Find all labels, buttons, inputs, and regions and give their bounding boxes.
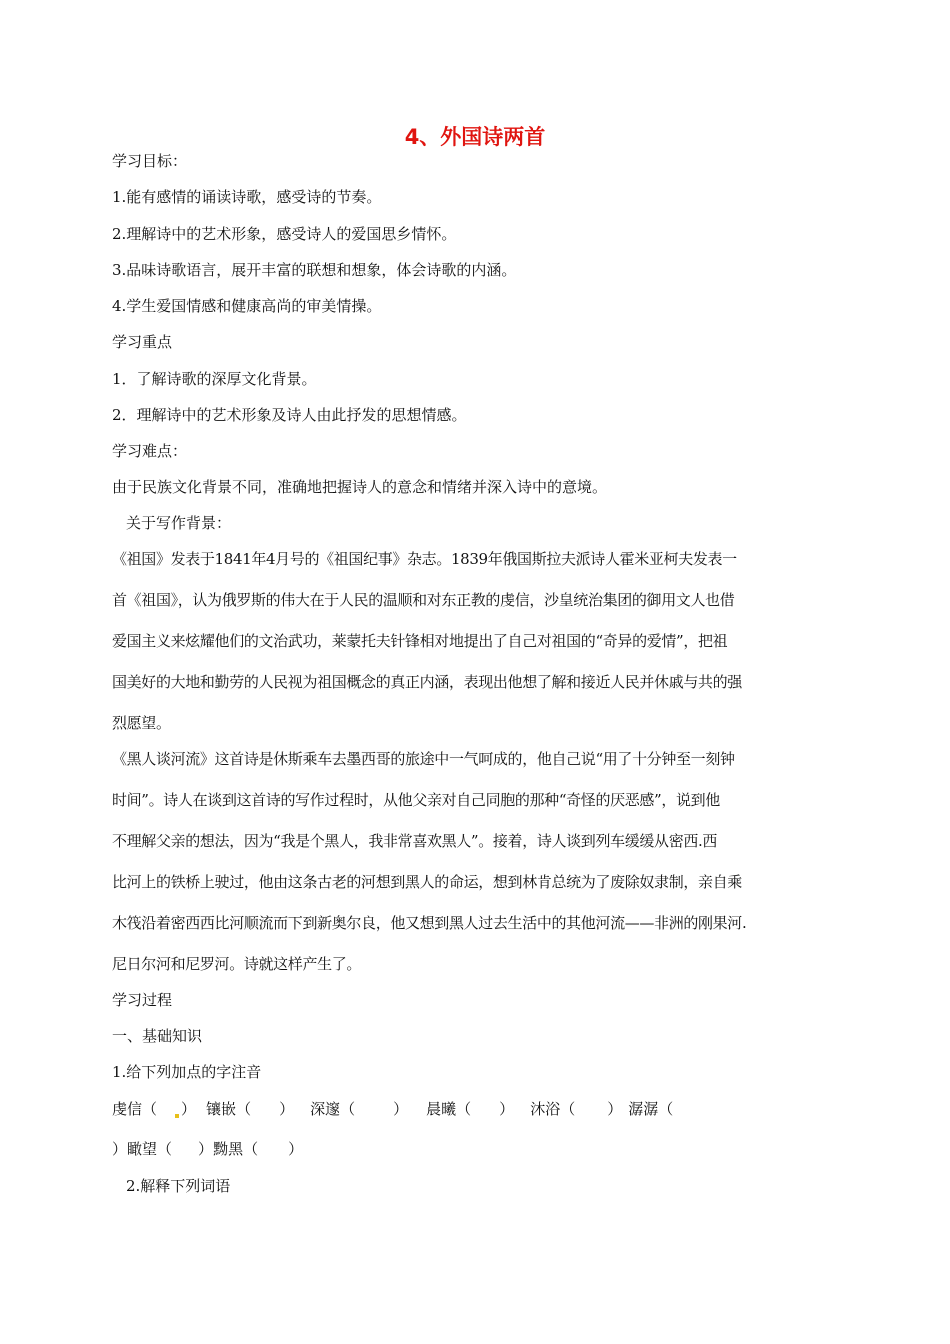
question-heading: 2.解释下列词语 (126, 1177, 231, 1195)
focus-heading: 学习重点 (112, 333, 173, 351)
pinyin-exercise-row (112, 1138, 842, 1160)
open-paren: （ (340, 1100, 356, 1118)
exercise-word: 深邃 (310, 1100, 341, 1118)
section-heading: 一、基础知识 (112, 1027, 203, 1045)
background-paragraph-line: 《黑人谈河流》这首诗是休斯乘车去墨西哥的旅途中一气呵成的，他自己说“用了十分钟至一刻钟 (112, 750, 735, 768)
focus-item: 1．了解诗歌的深厚文化背景。 (112, 370, 317, 388)
close-paren: ） (288, 1140, 304, 1158)
close-paren: ） (607, 1100, 623, 1118)
question-heading: 1.给下列加点的字注音 (112, 1063, 262, 1081)
open-paren: （ (560, 1100, 576, 1118)
background-heading: 关于写作背景： (126, 514, 232, 532)
exercise-word: 黝黑 (213, 1140, 244, 1158)
open-paren: （ (243, 1140, 259, 1158)
close-paren: ） (279, 1100, 295, 1118)
open-paren: （ (157, 1140, 173, 1158)
background-paragraph-line: 爱国主义来炫耀他们的文治武功，莱蒙托夫针锋相对地提出了自己对祖国的“奇异的爱情”，把祖 (112, 632, 728, 650)
focus-item: 2．理解诗中的艺术形象及诗人由此抒发的思想情感。 (112, 406, 467, 424)
background-paragraph-line: 《祖国》发表于1841年4月号的《祖国纪事》杂志。1839年俄国斯拉夫派诗人霍米亚柯夫发表一 (112, 550, 737, 568)
document-title: 4、外国诗两首 (404, 125, 546, 149)
background-paragraph-line: 时间”。诗人在谈到这首诗的写作过程时，从他父亲对自己同胞的那种“奇怪的厌恶感”，说到他 (112, 791, 720, 809)
close-paren: ） (198, 1140, 214, 1158)
difficulty-heading: 学习难点： (112, 442, 188, 460)
background-paragraph-line: 烈愿望。 (112, 714, 171, 732)
exercise-word: 晨曦 (426, 1100, 457, 1118)
open-paren: （ (236, 1100, 252, 1118)
open-paren: （ (142, 1100, 158, 1118)
exercise-word: 瞰望 (127, 1140, 158, 1158)
close-paren: ） (112, 1140, 128, 1158)
background-paragraph-line: 尼日尔河和尼罗河。诗就这样产生了。 (112, 955, 362, 973)
exercise-word: 虔信 (112, 1100, 143, 1118)
goal-item: 1.能有感情的诵读诗歌，感受诗的节奏。 (112, 188, 382, 206)
background-paragraph-line: 比河上的铁桥上驶过，他由这条古老的河想到黑人的命运，想到林肯总统为了废除奴隶制，亲自乘 (112, 873, 742, 891)
goal-item: 4.学生爱国情感和健康高尚的审美情操。 (112, 297, 382, 315)
close-paren: ） (393, 1100, 409, 1118)
exercise-word: 镶嵌 (206, 1100, 237, 1118)
pinyin-exercise-row (112, 1098, 842, 1120)
emphasis-dot-icon (175, 1114, 179, 1118)
goal-item: 2.理解诗中的艺术形象，感受诗人的爱国思乡情怀。 (112, 225, 457, 243)
background-paragraph-line: 木筏沿着密西西比河顺流而下到新奥尔良，他又想到黑人过去生活中的其他河流——非洲的刚果河. (112, 914, 747, 932)
background-paragraph-line: 不理解父亲的想法，因为“我是个黑人，我非常喜欢黑人”。接着，诗人谈到列车缓缓从密西.西 (112, 832, 718, 850)
goal-item: 3.品味诗歌语言，展开丰富的联想和想象，体会诗歌的内涵。 (112, 261, 517, 279)
open-paren: （ (456, 1100, 472, 1118)
exercise-word: 潺潺 (628, 1100, 659, 1118)
open-paren: （ (658, 1100, 674, 1118)
exercise-word: 沐浴 (530, 1100, 561, 1118)
background-paragraph-line: 国美好的大地和勤劳的人民视为祖国概念的真正内涵，表现出他想了解和接近人民并休戚与共的强 (112, 673, 742, 691)
difficulty-text: 由于民族文化背景不同，准确地把握诗人的意念和情绪并深入诗中的意境。 (112, 478, 608, 496)
process-heading: 学习过程 (112, 991, 173, 1009)
close-paren: ） (181, 1100, 197, 1118)
goals-heading: 学习目标： (112, 152, 188, 170)
background-paragraph-line: 首《祖国》，认为俄罗斯的伟大在于人民的温顺和对东正教的虔信，沙皇统治集团的御用文人也借 (112, 591, 735, 609)
close-paren: ） (499, 1100, 515, 1118)
